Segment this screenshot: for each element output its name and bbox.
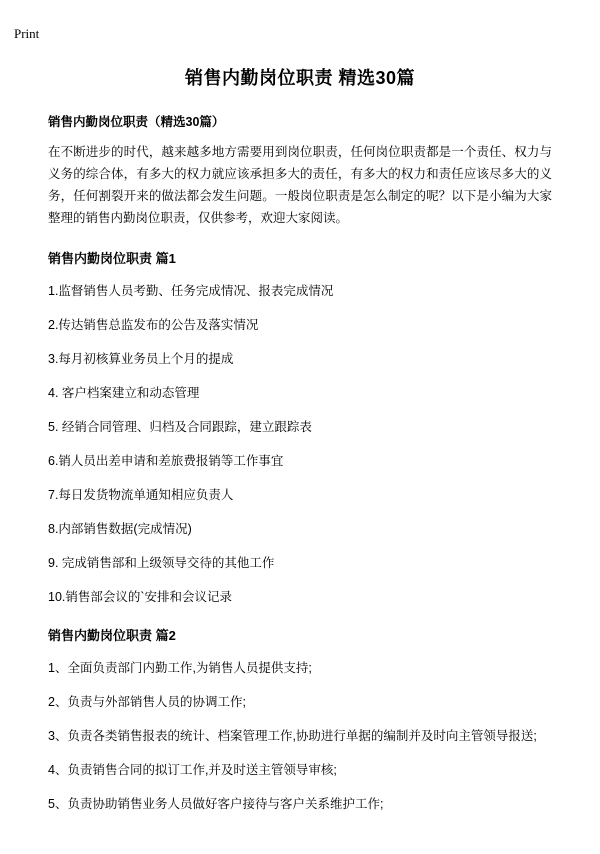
section-heading: 销售内勤岗位职责 篇2	[48, 627, 176, 643]
section-2	[48, 625, 552, 814]
list-item: 2.传达销售总监发布的公告及落实情况	[48, 317, 259, 332]
list-item: 9. 完成销售部和上级领导交待的其他工作	[48, 555, 275, 570]
list-item: 5、负责协助销售业务人员做好客户接待与客户关系维护工作;	[48, 796, 384, 811]
list-item: 6.销人员出差申请和差旅费报销等工作事宜	[48, 453, 284, 468]
list-item: 8.内部销售数据(完成情况)	[48, 521, 192, 536]
list-item: 10.销售部会议的`安排和会议记录	[48, 589, 233, 604]
section-1	[48, 248, 552, 607]
list-item: 7.每日发货物流单通知相应负责人	[48, 487, 234, 502]
section-heading: 销售内勤岗位职责 篇1	[48, 250, 176, 266]
list-item: 5. 经销合同管理、归档及合同跟踪，建立跟踪表	[48, 419, 312, 434]
list-item: 1.监督销售人员考勤、任务完成情况、报表完成情况	[48, 283, 334, 298]
document-body	[48, 112, 552, 814]
list-item: 1、全面负责部门内勤工作,为销售人员提供支持;	[48, 660, 312, 675]
list-item: 3.每月初核算业务员上个月的提成	[48, 351, 234, 366]
print-button[interactable]: Print	[14, 26, 40, 41]
intro-paragraph: 在不断进步的时代，越来越多地方需要用到岗位职责，任何岗位职责都是一个责任、权力与义务的综合体，有多大的权力就应该承担多大的责任，有多大的权力和责任应该尽多大的义务，任何割裂开来的做法都会发生问题。一般岗位职责是怎么制定的呢？以下是小编为大家整理的销售内勤岗位职责，仅供参考，欢迎大家阅读。	[48, 145, 552, 225]
document-subtitle: 销售内勤岗位职责（精选30篇）	[48, 115, 225, 129]
list-item: 4、负责销售合同的拟订工作,并及时送主管领导审核;	[48, 762, 337, 777]
document-page	[0, 26, 600, 854]
list-item: 2、负责与外部销售人员的协调工作;	[48, 694, 246, 709]
page-title: 销售内勤岗位职责 精选30篇	[184, 68, 416, 88]
list-item: 3、负责各类销售报表的统计、档案管理工作,协助进行单据的编制并及时向主管领导报送;	[48, 728, 537, 743]
list-item: 4. 客户档案建立和动态管理	[48, 385, 200, 400]
